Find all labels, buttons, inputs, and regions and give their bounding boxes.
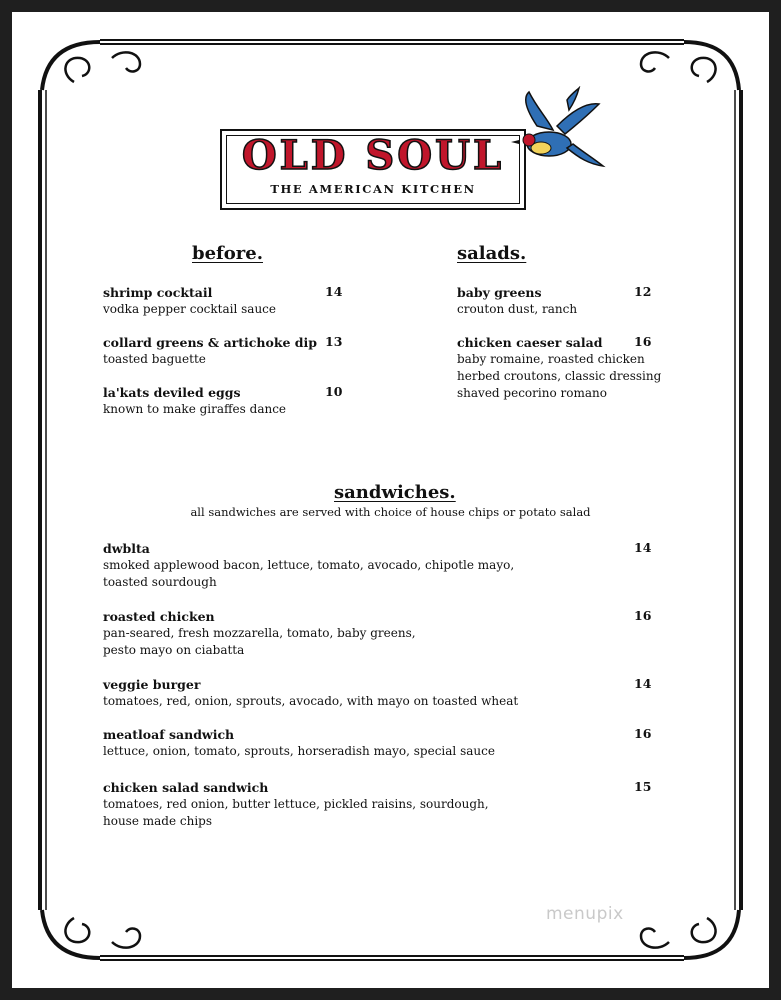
menu-item bbox=[457, 334, 661, 402]
item-description-line: baby romaine, roasted chicken bbox=[457, 352, 645, 366]
item-name: collard greens & artichoke dip bbox=[103, 335, 318, 350]
item-description-line: pan-seared, fresh mozzarella, tomato, baby greens, bbox=[103, 626, 416, 640]
section-heading-salads: salads. bbox=[457, 243, 527, 264]
logo-subtitle: THE AMERICAN KITCHEN bbox=[270, 182, 476, 196]
menupix-watermark: menupix bbox=[546, 904, 624, 924]
item-price: 10 bbox=[325, 384, 343, 399]
item-description-line: tomatoes, red, onion, sprouts, avocado, with mayo on toasted wheat bbox=[103, 694, 519, 708]
menu-item bbox=[103, 608, 416, 659]
logo-title: OLD SOUL bbox=[241, 132, 505, 179]
item-name: chicken salad sandwich bbox=[103, 780, 269, 795]
menu-item bbox=[103, 384, 286, 418]
item-name: dwblta bbox=[103, 541, 150, 556]
item-description-line: herbed croutons, classic dressing bbox=[457, 369, 662, 383]
swallow-bird-icon bbox=[507, 86, 607, 178]
item-name: meatloaf sandwich bbox=[103, 727, 235, 742]
item-price: 15 bbox=[634, 779, 652, 794]
item-name: baby greens bbox=[457, 285, 542, 300]
item-name: la'kats deviled eggs bbox=[103, 385, 241, 400]
item-name: veggie burger bbox=[103, 677, 201, 692]
item-description-line: pesto mayo on ciabatta bbox=[103, 643, 245, 657]
item-price: 16 bbox=[634, 334, 652, 349]
item-description: toasted baguette bbox=[103, 352, 206, 366]
item-price: 14 bbox=[634, 676, 652, 691]
item-price: 14 bbox=[325, 284, 343, 299]
item-description: vodka pepper cocktail sauce bbox=[103, 302, 276, 316]
item-description-line: lettuce, onion, tomato, sprouts, horseradish mayo, special sauce bbox=[103, 744, 495, 758]
item-name: shrimp cocktail bbox=[103, 285, 213, 300]
menu-page bbox=[12, 12, 769, 988]
item-price: 14 bbox=[634, 540, 652, 555]
item-description-line: house made chips bbox=[103, 814, 213, 828]
item-description: known to make giraffes dance bbox=[103, 402, 287, 416]
item-description-line: smoked applewood bacon, lettuce, tomato, avocado, chipotle mayo, bbox=[103, 558, 515, 572]
menu-item bbox=[103, 779, 489, 830]
menu-item bbox=[103, 540, 514, 591]
menu-item bbox=[103, 284, 276, 318]
item-description: crouton dust, ranch bbox=[457, 302, 578, 316]
item-name: roasted chicken bbox=[103, 609, 215, 624]
menu-item bbox=[103, 676, 518, 710]
item-price: 13 bbox=[325, 334, 343, 349]
item-price: 16 bbox=[634, 608, 652, 623]
item-description-line: shaved pecorino romano bbox=[457, 386, 607, 400]
section-heading-sandwiches: sandwiches. bbox=[334, 482, 456, 503]
menu-item bbox=[457, 284, 577, 318]
item-name: chicken caeser salad bbox=[457, 335, 603, 350]
menu-item bbox=[103, 726, 495, 760]
section-heading-before: before. bbox=[192, 243, 263, 264]
item-description-line: tomatoes, red onion, butter lettuce, pickled raisins, sourdough, bbox=[103, 797, 489, 811]
restaurant-logo bbox=[220, 129, 526, 210]
sandwiches-note: all sandwiches are served with choice of house chips or potato salad bbox=[190, 505, 591, 519]
item-price: 16 bbox=[634, 726, 652, 741]
item-description-line: toasted sourdough bbox=[103, 575, 217, 589]
menu-item bbox=[103, 334, 317, 368]
item-price: 12 bbox=[634, 284, 652, 299]
